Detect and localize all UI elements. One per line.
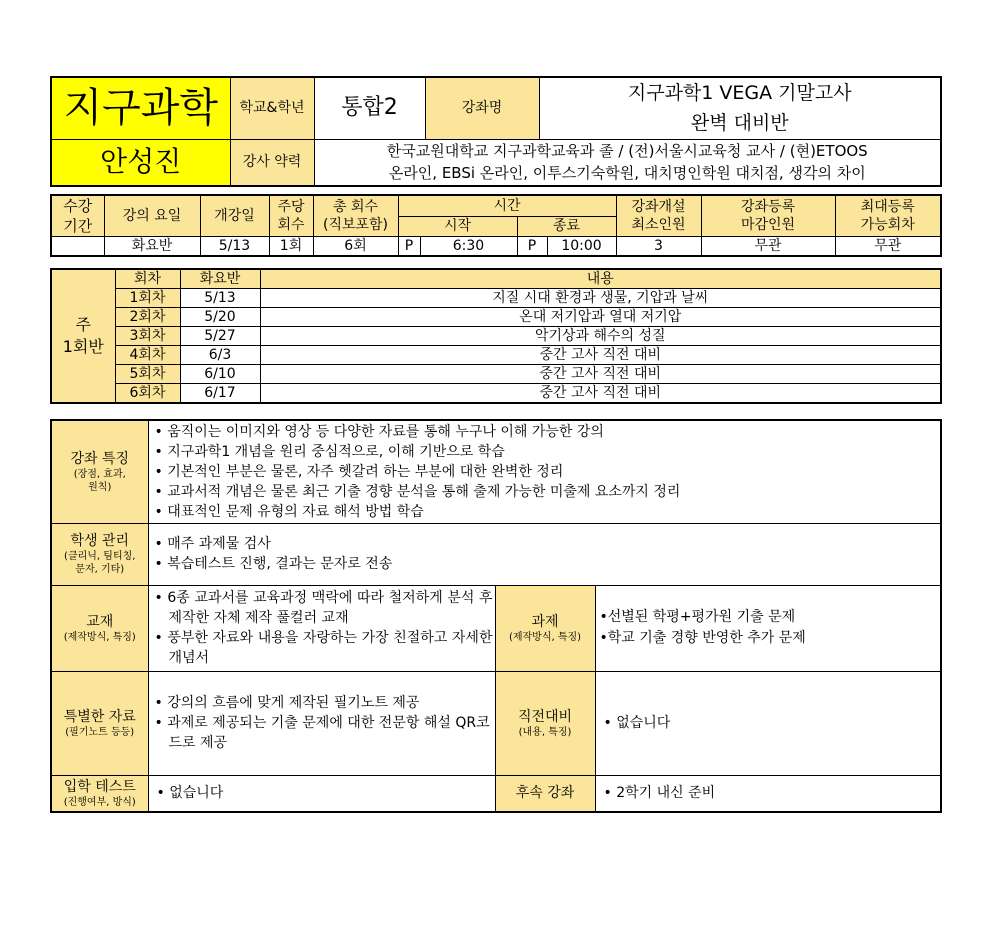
day-value: 화요반 [104,237,200,257]
header-table [50,76,942,187]
course-name-line2: 완벽 대비반 [690,112,789,135]
plan-date: 6/17 [180,384,260,404]
management-list [151,534,939,574]
management-sub: (클리닉, 팀티칭, 문자, 기타) [64,551,136,575]
plan-date: 5/27 [180,327,260,346]
plan-content: 온대 저기압과 열대 저기압 [260,308,941,327]
final-label-cell [495,671,595,775]
management-label-cell [51,523,148,585]
course-name-line1: 지구과학1 VEGA 기말고사 [627,82,852,105]
entrance-label: 입학 테스트 [63,778,136,795]
entrance-sub: (진행여부, 방식) [63,796,136,808]
profile [314,139,941,186]
plan-table [50,268,942,404]
teacher-name: 안성진 [51,139,230,186]
course-name [539,77,941,139]
time-label: 시간 [398,195,616,216]
plan-content: 중간 고사 직전 대비 [260,365,941,384]
management-label: 학생 관리 [70,533,130,549]
schedule-table [50,194,942,257]
start-date-value: 5/13 [200,237,269,257]
feature-item: • 대표적인 문제 유형의 자료 해석 방법 학습 [155,502,939,522]
feature-item: • 움직이는 이미지와 영상 등 다양한 자료를 통해 누구나 이해 가능한 강의 [155,422,939,442]
homework-sub: (제작방식, 특징) [508,631,582,643]
follow-label: 후속 강좌 [495,775,595,812]
features-label-cell [51,420,148,523]
features-list [151,422,939,522]
plan-date: 6/3 [180,346,260,365]
weekly-label: 주당 회수 [269,195,313,237]
min-value: 3 [616,237,701,257]
school-grade-value: 통합2 [314,77,425,139]
features-list-cell [148,420,941,523]
profile-line1: 한국교원대학교 지구과학교육과 졸 / (전)서울시교육청 교사 / (현)ETOOS [386,142,868,161]
plan-col-class: 화요반 [180,269,260,289]
start-label: 개강일 [200,195,269,237]
plan-session: 6회차 [115,384,180,404]
management-item: • 복습테스트 진행, 결과는 문자로 전송 [155,554,939,574]
plan-content: 중간 고사 직전 대비 [260,346,941,365]
textbook-label-cell [51,585,148,671]
features-label: 강좌 특징 [70,450,130,467]
management-item: • 매주 과제물 검사 [155,534,939,554]
follow-value: • 2학기 내신 준비 [595,775,941,812]
feature-item: • 교과서적 개념은 물론 최근 기출 경향 분석을 통해 출제 가능한 미출제 요소까지 정리 [155,482,939,502]
total-value: 6회 [313,237,398,257]
feature-item: • 기본적인 부분은 물론, 자주 헷갈려 하는 부분에 대한 완벽한 정리 [155,462,939,482]
management-list-cell [148,523,941,585]
details-table [50,419,942,813]
max-label: 최대등록 가능회차 [835,195,941,237]
special-list [151,693,493,753]
special-label-cell [51,671,148,775]
day-label: 강의 요일 [104,195,200,237]
textbook-label: 교재 [86,613,114,630]
plan-session: 3회차 [115,327,180,346]
final-label: 직전대비 [517,708,573,725]
special-item: • 과제로 제공되는 기출 문제에 대한 전문항 해설 QR코드로 제공 [155,713,493,753]
deadline-label: 강좌등록 마감인원 [701,195,835,237]
plan-content: 중간 고사 직전 대비 [260,384,941,404]
start-time: 6:30 [420,237,517,257]
special-label: 특별한 자료 [63,708,136,725]
textbook-list [151,588,493,668]
end-time: 10:00 [547,237,616,257]
min-label: 강좌개설 최소인원 [616,195,701,237]
profile-line2: 온라인, EBSi 온라인, 이투스기숙학원, 대치명인학원 대치점, 생각의 차이 [388,164,866,183]
plan-side-label: 주 1회반 [51,269,115,403]
plan-session: 1회차 [115,289,180,308]
profile-label: 강사 약력 [230,139,314,186]
plan-date: 5/13 [180,289,260,308]
textbook-list-cell [148,585,495,671]
plan-content: 지질 시대 환경과 생물, 기압과 날씨 [260,289,941,308]
special-list-cell [148,671,495,775]
course-name-label: 강좌명 [425,77,539,139]
period-label: 수강 기간 [51,195,104,237]
end-ampm: P [517,237,547,257]
total-label: 총 회수 (직보포함) [313,195,398,237]
special-item: • 강의의 흐름에 맞게 제작된 필기노트 제공 [155,693,493,713]
plan-session: 5회차 [115,365,180,384]
weekly-value: 1회 [269,237,313,257]
time-end-label: 종료 [517,216,616,236]
feature-item: • 지구과학1 개념을 원리 중심적으로, 이해 기반으로 학습 [155,442,939,462]
school-grade-label: 학교&학년 [230,77,314,139]
plan-session: 2회차 [115,308,180,327]
homework-list-cell [595,585,941,671]
subject-title: 지구과학 [51,77,230,139]
max-value: 무관 [835,237,941,257]
final-value: • 없습니다 [595,671,941,775]
homework-item: •선별된 학평+평가원 기출 문제 [599,609,796,625]
textbook-sub: (제작방식, 특징) [63,631,136,643]
plan-content: 악기상과 해수의 성질 [260,327,941,346]
plan-col-session: 회차 [115,269,180,289]
entrance-label-cell [51,775,148,812]
entrance-value: • 없습니다 [148,775,495,812]
start-ampm: P [398,237,420,257]
plan-date: 6/10 [180,365,260,384]
time-start-label: 시작 [398,216,517,236]
homework-item: •학교 기출 경향 반영한 추가 문제 [599,630,806,646]
deadline-value: 무관 [701,237,835,257]
plan-session: 4회차 [115,346,180,365]
textbook-item: • 풍부한 자료와 내용을 자랑하는 가장 친절하고 자세한 개념서 [155,628,493,668]
textbook-item: • 6종 교과서를 교육과정 맥락에 따라 철저하게 분석 후 제작한 자체 제작 풀컬러 교재 [155,588,493,628]
final-sub: (내용, 특징) [518,726,572,738]
period-spacer [51,237,104,257]
homework-label-cell [495,585,595,671]
homework-label: 과제 [531,613,559,630]
plan-date: 5/20 [180,308,260,327]
features-sub: (장점, 효과, 원칙) [73,468,126,493]
special-sub: (필기노트 등등) [65,726,135,738]
plan-col-content: 내용 [260,269,941,289]
